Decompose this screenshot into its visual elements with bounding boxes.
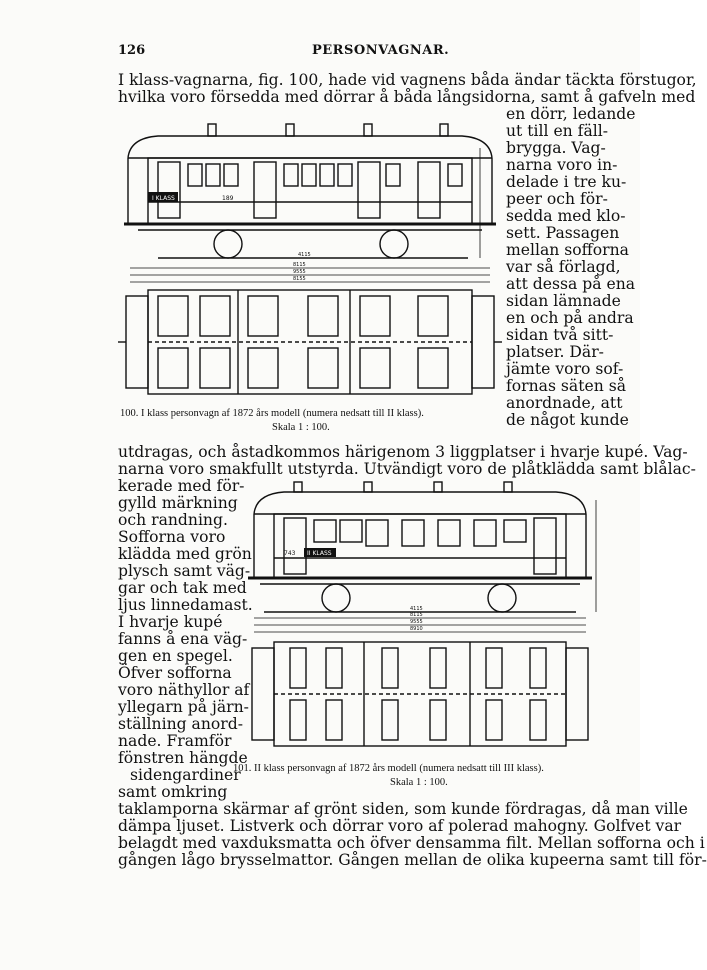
text-line: belagdt med vaxduksmatta och öfver densamma filt. Mellan sofforna och i [118,834,705,852]
wrap-line: narna voro in- [506,156,618,174]
wrap-line: ut till en fäll- [506,122,608,140]
text-line: narna voro smakfullt utstyrda. Utvändigt voro de plåtklädda samt blålac- [118,460,696,478]
running-title: PERSONVAGNAR. [312,43,450,58]
wrap-line: sedda med klo- [506,207,626,225]
class-label: I KLASS [152,195,175,202]
wrap-line: platser. Där- [506,343,604,361]
wrap-line: gen en spegel. [118,647,233,665]
wrap-line: fönstren hängde [118,749,248,767]
figure-101-scale: Skala 1 : 100. [390,777,448,788]
wrap-line: peer och för- [506,190,608,208]
figure-100-caption: 100. I klass personvagn af 1872 års modell (numera nedsatt till II klass). [120,408,424,419]
wrap-line: yllegarn på järn- [118,698,249,716]
wrap-line: delade i tre ku- [506,173,627,191]
dimension: 9555 [293,269,306,275]
text-line: utdragas, och åstadkommos härigenom 3 liggplatser i hvarje kupé. Vag- [118,443,688,461]
text-line: taklamporna skärmar af grönt siden, som kunde fördragas, då man ville [118,800,688,818]
dimension: 8115 [293,262,306,268]
wrap-line: fanns å ena väg- [118,630,248,648]
wrap-line: brygga. Vag- [506,139,606,157]
car-number: 743 [284,550,296,557]
wrap-line: fornas säten så [506,377,627,395]
figure-101-caption: 101. II klass personvagn af 1872 års modell (numera nedsatt till III klass). [233,763,544,774]
text-line: dämpa ljuset. Listverk och dörrar voro af polerad mahogny. Golfvet var [118,817,682,835]
wrap-line: sett. Passagen [506,224,620,242]
dimension: 8155 [293,276,306,282]
wrap-line: att dessa på ena [506,275,636,293]
wrap-line: samt omkring [118,783,228,801]
wrap-line: anordnade, att [506,394,623,412]
wrap-line: ställning anord- [118,715,243,733]
wrap-line: gar och tak med [118,579,247,597]
dimension: 4115 [410,606,423,612]
wrap-line: Öfver sofforna [118,664,232,682]
wrap-line: klädda med grön [118,545,252,563]
wrap-line: plysch samt väg- [118,562,251,580]
figure-100-scale: Skala 1 : 100. [272,422,330,433]
wrap-line: var så förlagd, [506,258,621,276]
wrap-line: en dörr, ledande [506,105,636,123]
page-number: 126 [118,43,146,58]
wrap-line: voro näthyllor af [118,681,250,699]
class-label: II KLASS [307,550,332,557]
wrap-line: mellan sofforna [506,241,629,259]
wrap-line: de något kunde [506,411,629,429]
wrap-line: jämte voro sof- [506,360,624,378]
figure-100-drawing [118,118,502,414]
dimension: 9555 [410,619,423,625]
wrap-line: en och på andra [506,309,634,327]
figure-101-drawing [234,480,606,756]
dimension: 8115 [410,612,423,618]
wrap-line: ljus linnedamast. [118,596,253,614]
car-number: 189 [222,195,234,202]
text-line: gången lågo brysselmattor. Gången mellan de olika kupeerna samt till för- [118,851,707,869]
wrap-line: nade. Framför [118,732,232,750]
wrap-line: Sofforna voro [118,528,226,546]
dimension: 4115 [298,252,311,258]
wrap-line: kerade med för- [118,477,245,495]
wrap-line: sidan lämnade [506,292,621,310]
text-line: hvilka voro försedda med dörrar å båda långsidorna, samt å gafveln med [118,88,696,106]
wrap-line: sidan två sitt- [506,326,614,344]
wrap-line: I hvarje kupé [118,613,223,631]
text-line: I klass-vagnarna, fig. 100, hade vid vagnens båda ändar täckta förstugor, [118,71,697,89]
dimension: 8910 [410,626,423,632]
wrap-line: och randning. [118,511,228,529]
wrap-line: gylld märkning [118,494,238,512]
wrap-line: sidengardiner [130,766,241,784]
